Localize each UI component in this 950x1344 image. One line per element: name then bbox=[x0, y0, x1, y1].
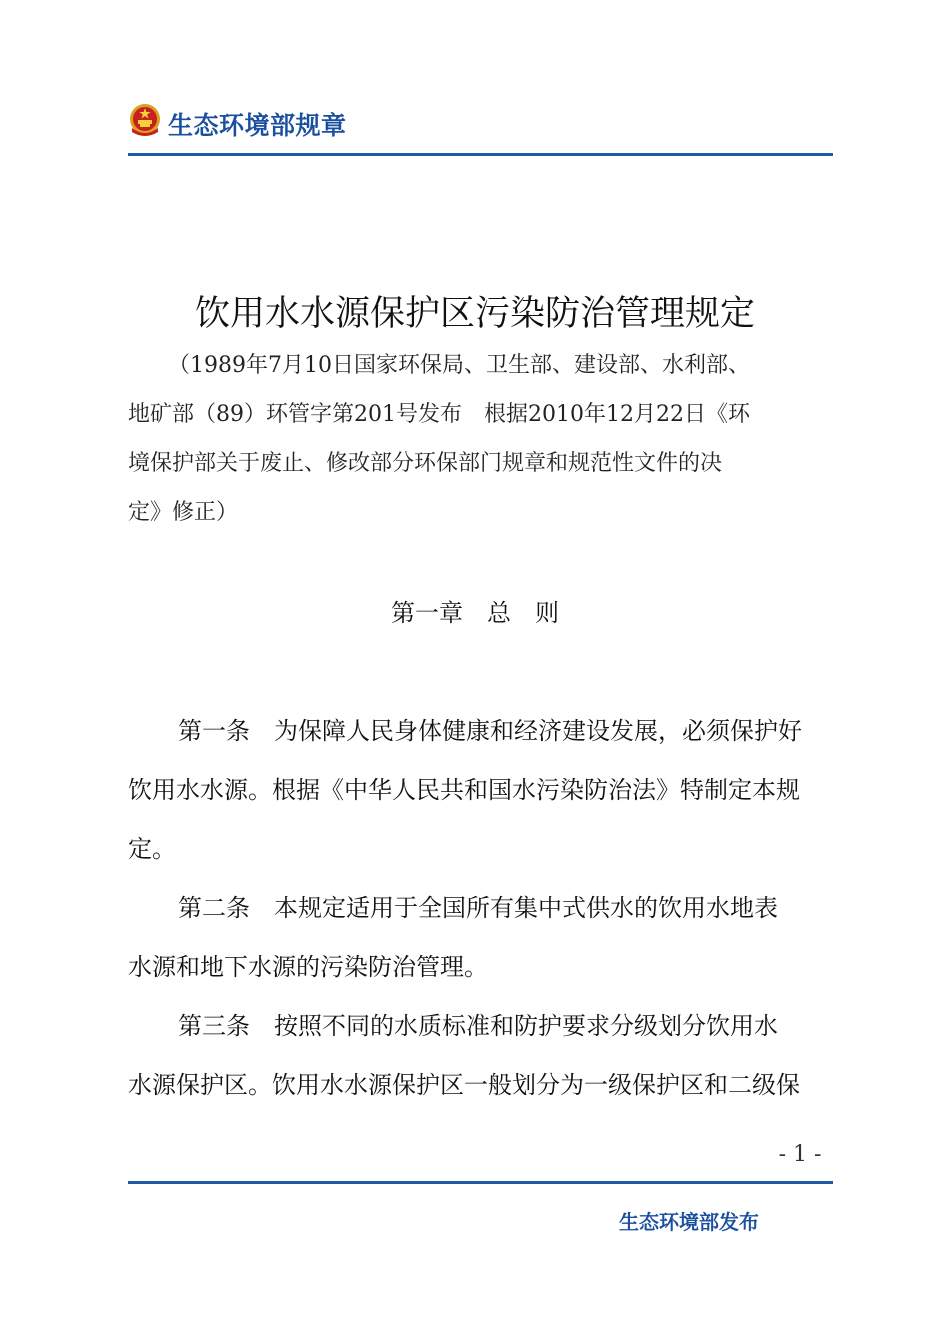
national-emblem-icon bbox=[128, 102, 162, 138]
body-line: 定。 bbox=[128, 835, 176, 863]
document-body bbox=[128, 702, 833, 1115]
body-line: 水源和地下水源的污染防治管理。 bbox=[128, 953, 488, 981]
body-line: 饮用水水源。根据《中华人民共和国水污染防治法》特制定本规 bbox=[128, 776, 800, 804]
body-line: 第二条 本规定适用于全国所有集中式供水的饮用水地表 bbox=[178, 894, 778, 922]
page-number: - 1 - bbox=[778, 1142, 822, 1167]
footer-publisher: 生态环境部发布 bbox=[619, 1210, 759, 1234]
header-title: 生态环境部规章 bbox=[168, 111, 347, 140]
document-title: 饮用水水源保护区污染防治管理规定 bbox=[194, 294, 755, 334]
header-divider bbox=[128, 153, 833, 156]
subtitle-line: （1989年7月10日国家环保局、卫生部、建设部、水利部、 bbox=[168, 353, 750, 378]
page-header bbox=[128, 100, 833, 158]
body-line: 第一条 为保障人民身体健康和经济建设发展，必须保护好 bbox=[178, 717, 802, 745]
subtitle-line: 境保护部关于废止、修改部分环保部门规章和规范性文件的决 bbox=[128, 451, 723, 476]
subtitle-line: 定》修正） bbox=[128, 500, 239, 525]
body-line: 第三条 按照不同的水质标准和防护要求分级划分饮用水 bbox=[178, 1012, 778, 1040]
chapter-heading: 第一章 总 则 bbox=[391, 599, 559, 627]
subtitle-line: 地矿部（89）环管字第201号发布 根据2010年12月22日《环 bbox=[128, 402, 750, 427]
footer-divider bbox=[128, 1181, 833, 1184]
body-line: 水源保护区。饮用水水源保护区一般划分为一级保护区和二级保 bbox=[128, 1071, 800, 1099]
document-subtitle bbox=[128, 341, 833, 537]
